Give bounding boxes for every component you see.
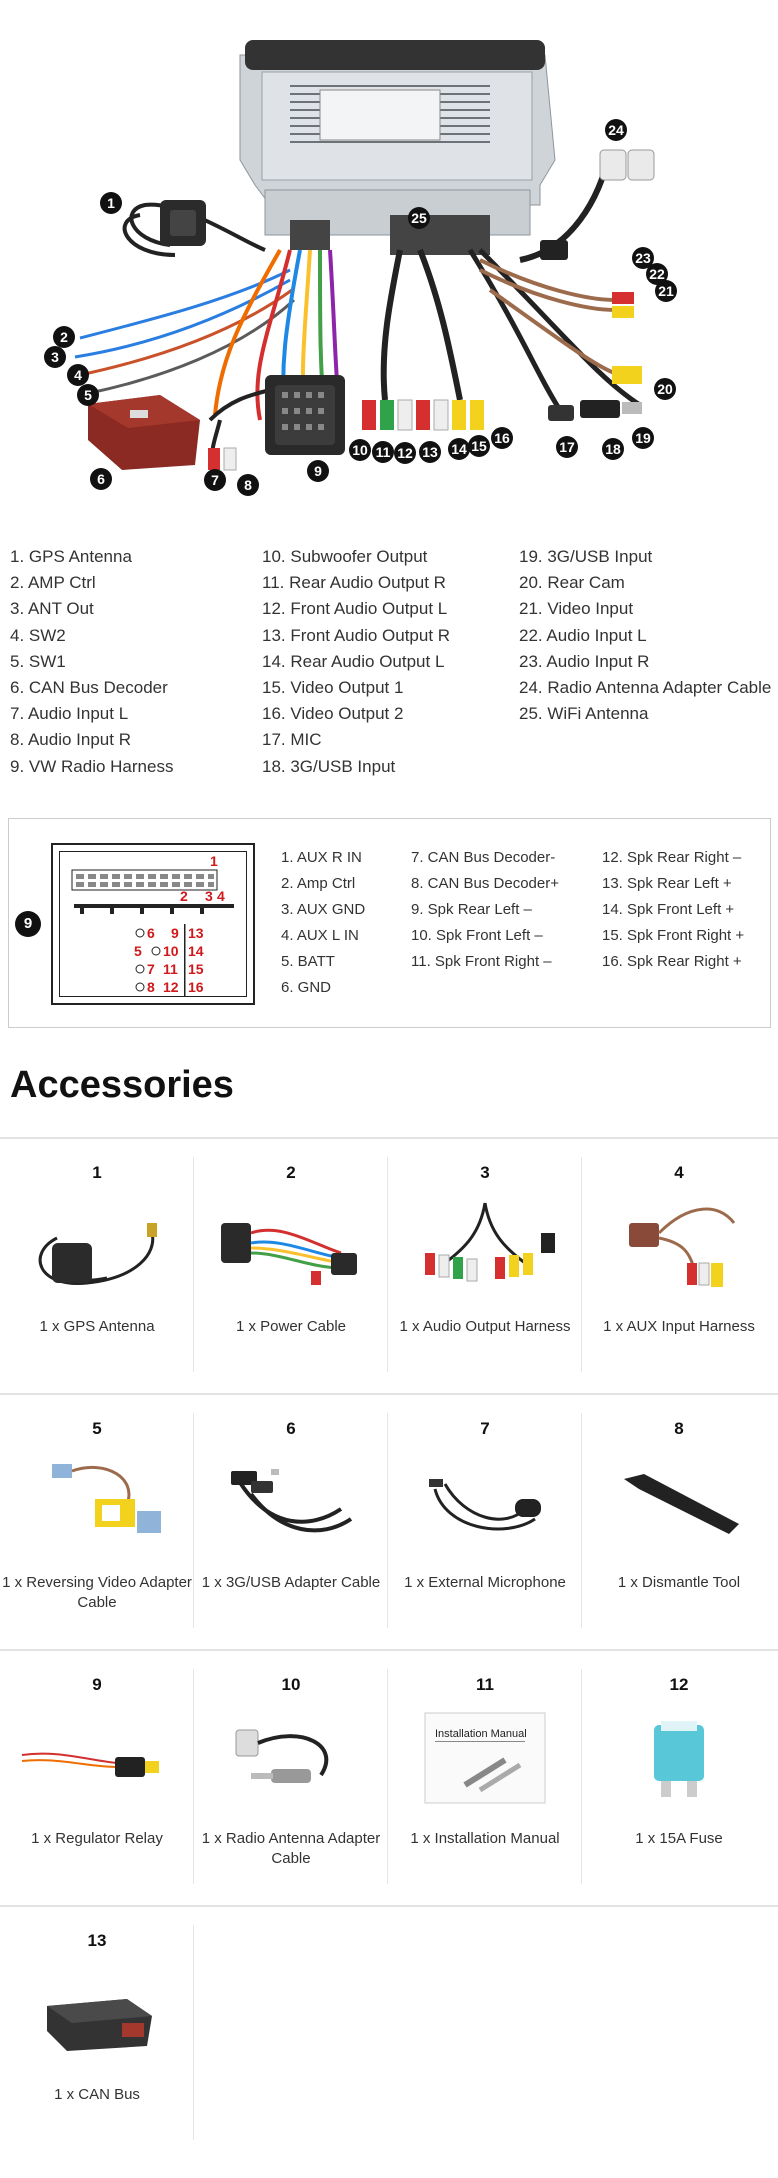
power-cable-icon: [211, 1193, 371, 1293]
pin-item: 6. GND: [281, 979, 332, 996]
legend-item: 16. Video Output 2: [262, 704, 404, 724]
pin-label-3: 3: [205, 888, 213, 904]
callout-18: [602, 438, 624, 460]
gps-antenna-image: [125, 200, 265, 255]
legend-item: 10. Subwoofer Output: [262, 547, 428, 566]
accessory-card: [0, 1657, 194, 1897]
legend-item: 13. Front Audio Output R: [262, 625, 451, 645]
svg-text:8: 8: [244, 477, 252, 493]
svg-text:20: 20: [657, 381, 673, 397]
callout-5: [77, 384, 99, 406]
accessory-label: 1 x CAN Bus: [54, 2086, 140, 2103]
svg-text:12: 12: [397, 445, 413, 461]
callout-19: [632, 427, 654, 449]
svg-text:10: 10: [352, 442, 368, 458]
accessory-number: 7: [480, 1419, 490, 1438]
row-divider: [0, 1649, 778, 1651]
pin-label-6: 6: [147, 925, 155, 941]
pin-label-7: 7: [147, 961, 155, 977]
callout-8: [237, 474, 259, 496]
svg-text:24: 24: [608, 122, 624, 138]
pin-label-14: 14: [188, 943, 204, 959]
legend-item: 22. Audio Input L: [519, 625, 647, 645]
pin-label-15: 15: [188, 961, 204, 977]
pin-item: 8. CAN Bus Decoder+: [411, 875, 559, 892]
audio-harness-icon: [405, 1193, 565, 1293]
pinout-callout: 9: [15, 911, 41, 937]
callout-20: [654, 378, 676, 400]
pin-item: 4. AUX L IN: [281, 927, 359, 944]
pin-item: 7. CAN Bus Decoder-: [411, 849, 556, 866]
accessory-card: [388, 1145, 582, 1385]
svg-text:2: 2: [60, 329, 68, 345]
video-input-cables-image: [480, 260, 642, 384]
svg-text:16: 16: [494, 430, 510, 446]
accessory-label: 1 x Radio Antenna Adapter Cable: [201, 1830, 381, 1867]
pin-item: 1. AUX R IN: [281, 849, 362, 866]
accessory-card: [582, 1145, 776, 1385]
row-divider: [0, 1905, 778, 1907]
legend-item: 12. Front Audio Output L: [262, 599, 448, 619]
legend-item: 9. VW Radio Harness: [10, 756, 174, 776]
gps-antenna-icon: [17, 1193, 177, 1293]
legend-item: 1. GPS Antenna: [10, 547, 132, 566]
callout-23: [632, 247, 654, 269]
legend-item: 18. 3G/USB Input: [262, 756, 396, 776]
pin-item: 15. Spk Front Right +: [602, 927, 745, 944]
pin-item: 3. AUX GND: [281, 901, 366, 918]
callout-24: [605, 119, 627, 141]
accessory-card: [582, 1657, 776, 1897]
svg-text:23: 23: [635, 250, 651, 266]
audio-output-harness-image: [362, 250, 484, 430]
accessory-number: 5: [92, 1419, 102, 1438]
pin-label-13: 13: [188, 925, 204, 941]
svg-text:19: 19: [635, 430, 651, 446]
manual-title: Installation Manual: [435, 1728, 527, 1740]
callout-17: [556, 436, 578, 458]
pin-item: 9. Spk Rear Left –: [411, 901, 532, 918]
legend-item: 19. 3G/USB Input: [519, 547, 653, 566]
pinout-diagram-frame: [59, 851, 247, 997]
accessories-heading: Accessories: [10, 1064, 234, 1106]
callout-7: [204, 469, 226, 491]
pin-label-10: 10: [163, 943, 179, 959]
svg-text:9: 9: [314, 463, 322, 479]
callout-14: [448, 438, 470, 460]
accessory-card: [582, 1401, 776, 1641]
legend-item: 8. Audio Input R: [10, 730, 131, 750]
svg-text:18: 18: [605, 441, 621, 457]
reversing-video-cable-icon: [17, 1449, 177, 1549]
accessory-label: 1 x Power Cable: [235, 1318, 347, 1335]
pin-label-1: 1: [210, 853, 218, 869]
pin-item: 12. Spk Rear Right –: [602, 849, 742, 866]
callout-12: [394, 442, 416, 464]
accessory-card: [0, 1401, 194, 1641]
accessory-card: [0, 1913, 194, 2153]
pin-item: 14. Spk Front Left +: [602, 901, 735, 918]
accessory-number: 10: [281, 1675, 301, 1694]
accessory-label: 1 x External Microphone: [404, 1574, 566, 1591]
svg-text:11: 11: [375, 444, 391, 460]
legend-item: 25. WiFi Antenna: [519, 704, 649, 724]
accessory-card: [194, 1401, 388, 1641]
pinout-column-3: [602, 845, 744, 975]
can-bus-decoder-image: [88, 390, 270, 470]
regulator-relay-icon: [17, 1705, 177, 1805]
legend-column-1: [10, 544, 173, 780]
legend-item: 3. ANT Out: [10, 599, 94, 619]
legend-item: 21. Video Input: [519, 599, 634, 619]
pinout-column-1: [281, 845, 365, 1001]
svg-text:4: 4: [74, 367, 82, 383]
svg-text:1: 1: [107, 195, 115, 211]
svg-text:25: 25: [411, 210, 427, 226]
accessory-label: 1 x Audio Output Harness: [399, 1318, 571, 1335]
legend-item: 17. MIC: [262, 730, 322, 750]
pin-item: 2. Amp Ctrl: [281, 875, 356, 892]
pin-item: 13. Spk Rear Left +: [602, 875, 732, 892]
accessory-number: 12: [669, 1675, 689, 1694]
microphone-icon: [405, 1449, 565, 1549]
accessory-card: [388, 1401, 582, 1641]
pin-slots: [76, 874, 214, 887]
svg-text:7: 7: [211, 472, 219, 488]
accessory-label: 1 x Regulator Relay: [31, 1830, 163, 1847]
svg-text:13: 13: [422, 444, 438, 460]
row-divider: [0, 1137, 778, 1139]
accessory-number: 11: [476, 1675, 494, 1694]
wiring-diagram-graphic: [0, 0, 778, 520]
legend-item: 14. Rear Audio Output L: [262, 651, 445, 671]
legend-item: 15. Video Output 1: [262, 678, 404, 698]
accessory-number: 2: [286, 1163, 296, 1182]
accessory-label: 1 x Dismantle Tool: [617, 1574, 741, 1591]
accessory-number: 1: [92, 1163, 102, 1182]
callout-9: [307, 460, 329, 482]
accessories-grid: [0, 1137, 778, 2177]
row-divider: [0, 1393, 778, 1395]
svg-text:14: 14: [451, 441, 467, 457]
accessory-number: 4: [674, 1163, 684, 1182]
legend-item: 20. Rear Cam: [519, 573, 625, 593]
legend-column-3: [519, 544, 771, 727]
callout-16: [491, 427, 513, 449]
svg-text:5: 5: [84, 387, 92, 403]
harness-pinout: [8, 818, 771, 1028]
accessory-label: 1 x Reversing Video Adapter Cable: [2, 1574, 192, 1611]
accessory-card: [0, 1145, 194, 1385]
accessory-number: 3: [480, 1163, 490, 1182]
accessory-number: 9: [92, 1675, 102, 1694]
pin-item: 10. Spk Front Left –: [411, 927, 543, 944]
legend-item: 24. Radio Antenna Adapter Cable: [519, 678, 772, 698]
pinout-column-2: [411, 845, 559, 975]
pin-label-5: 5: [134, 943, 142, 959]
legend-item: 6. CAN Bus Decoder: [10, 678, 168, 698]
pin-label-12: 12: [163, 979, 179, 995]
callout-10: [349, 439, 371, 461]
control-wires: [75, 270, 294, 393]
callout-4: [67, 364, 89, 386]
pin-item: 16. Spk Rear Right +: [602, 953, 742, 970]
pin-label-16: 16: [188, 979, 204, 995]
callout-25: [408, 207, 430, 229]
manual-icon: [405, 1705, 565, 1805]
svg-text:15: 15: [471, 438, 487, 454]
antenna-adapter-icon: [211, 1705, 371, 1805]
pin-label-4: 4: [217, 888, 225, 904]
pinout-diagram-graphic: [60, 852, 250, 1000]
pin-item: 11. Spk Front Right –: [411, 953, 552, 970]
accessory-card: [194, 1145, 388, 1385]
accessory-label: 1 x AUX Input Harness: [603, 1318, 755, 1335]
pin-label-9: 9: [171, 925, 179, 941]
head-unit-image: [240, 40, 555, 255]
callout-6: [90, 468, 112, 490]
fuse-icon: [599, 1705, 759, 1805]
pin-label-11: 11: [163, 961, 178, 977]
pin-item: 5. BATT: [281, 953, 335, 970]
svg-text:21: 21: [658, 283, 674, 299]
svg-text:3: 3: [51, 349, 59, 365]
callout-15: [468, 435, 490, 457]
callout-13: [419, 441, 441, 463]
legend-item: 7. Audio Input L: [10, 704, 129, 724]
accessory-number: 6: [286, 1419, 296, 1438]
aux-harness-icon: [599, 1193, 759, 1293]
accessory-number: 13: [87, 1931, 107, 1950]
svg-text:17: 17: [559, 439, 575, 455]
pin-label-8: 8: [147, 979, 155, 995]
accessory-label: 1 x 3G/USB Adapter Cable: [201, 1574, 381, 1591]
wiring-diagram: [0, 0, 778, 520]
legend-column-2: [262, 544, 450, 780]
accessory-label: 1 x GPS Antenna: [39, 1318, 155, 1335]
accessory-label: 1 x 15A Fuse: [635, 1830, 723, 1847]
usb-cable-icon: [211, 1449, 371, 1549]
legend-item: 5. SW1: [10, 651, 66, 671]
can-bus-icon: [17, 1961, 177, 2061]
svg-text:6: 6: [97, 471, 105, 487]
accessory-number: 8: [674, 1419, 684, 1438]
audio-input-rca-image: [208, 420, 236, 470]
vw-harness-connector-image: [265, 375, 345, 455]
legend-item: 4. SW2: [10, 625, 66, 645]
accessory-card: [388, 1657, 582, 1897]
svg-text:22: 22: [649, 266, 665, 282]
legend-item: 2. AMP Ctrl: [10, 573, 96, 593]
callout-1: [100, 192, 122, 214]
pinout-diagram: [51, 843, 255, 1005]
accessory-card: [194, 1657, 388, 1897]
accessory-label: 1 x Installation Manual: [410, 1830, 560, 1847]
dismantle-tool-icon: [599, 1449, 759, 1549]
legend-item: 11. Rear Audio Output R: [262, 573, 446, 593]
connector-legend: [10, 544, 770, 784]
legend-item: 23. Audio Input R: [519, 651, 650, 671]
pin-label-2: 2: [180, 888, 188, 904]
callout-11: [372, 441, 394, 463]
callout-2: [53, 326, 75, 348]
callout-3: [44, 346, 66, 368]
